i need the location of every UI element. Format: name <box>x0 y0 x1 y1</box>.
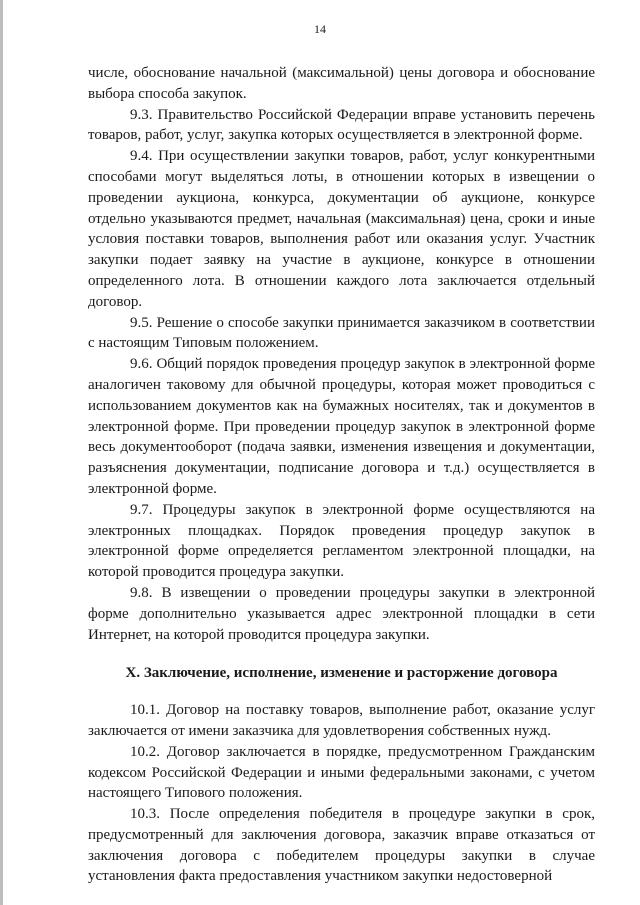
paragraph-9-3: 9.3. Правительство Российской Федерации вправе установить перечень товаров, работ, услуг, закупка которых осуществляется в электронной форме. <box>88 106 595 144</box>
paragraph-9-5: 9.5. Решение о способе закупки принимается заказчиком в соответствии с настоящим Типовым положением. <box>88 314 595 352</box>
paragraph-9-8: 9.8. В извещении о проведении процедуры закупки в электронной форме дополнительно указывается адрес электронной площадки в сети Интернет, на которой проводится процедура закупки. <box>88 584 595 643</box>
paragraph-continuation: числе, обоснование начальной (максимальной) цены договора и обоснование выбора способа закупок. <box>88 65 595 102</box>
paragraph-9-6: 9.6. Общий порядок проведения процедур закупок в электронной форме аналогичен таковому для обычной процедуры, которая может проводиться с использованием документов как на бумажных носителях, так и документов в электронной форме. При проведении процедур закупок в электронной форме весь документооборот (подача заявки, изменения извещения и документации, разъяснения документации, подписание договора и т.д.) осуществляется в электронной форме. <box>88 356 595 497</box>
page-number: 14 <box>314 22 326 36</box>
paragraph-9-7: 9.7. Процедуры закупок в электронной форме осуществляются на электронных площадках. Порядок проведения процедур закупок в электронной форме определяется регламентом электронной площадки, на которой проводится процедура закупки. <box>88 501 595 581</box>
document-body <box>88 63 595 887</box>
paragraph-9-4: 9.4. При осуществлении закупки товаров, работ, услуг конкурентными способами могут выделяться лоты, в отношении которых в извещении о проведении аукциона, конкурса, документации об аукционе, конкурсе отдельно указываются предмет, начальная (максимальная) цена, сроки и иные условия поставки товаров, выполнения работ или оказания услуг. Участник закупки подает заявку на участие в аукционе, конкурсе в отношении определенного лота. В отношении каждого лота заключается отдельный договор. <box>88 148 595 310</box>
paragraph-10-2: 10.2. Договор заключается в порядке, предусмотренном Гражданским кодексом Российской Федерации и иными федеральными законами, с учетом настоящего Типового положения. <box>88 743 595 802</box>
section-title: X. Заключение, исполнение, изменение и расторжение договора <box>125 665 558 682</box>
scan-edge <box>0 0 3 905</box>
paragraph-10-1: 10.1. Договор на поставку товаров, выполнение работ, оказание услуг заключается от имени заказчика для удовлетворения собственных нужд. <box>88 702 595 739</box>
paragraph-10-3: 10.3. После определения победителя в процедуре закупки в срок, предусмотренный для заключения договора, заказчик вправе отказаться от заключения договора с победителем процедуры закупки в случае установления факта предоставления участником закупки недостоверной <box>88 806 595 885</box>
